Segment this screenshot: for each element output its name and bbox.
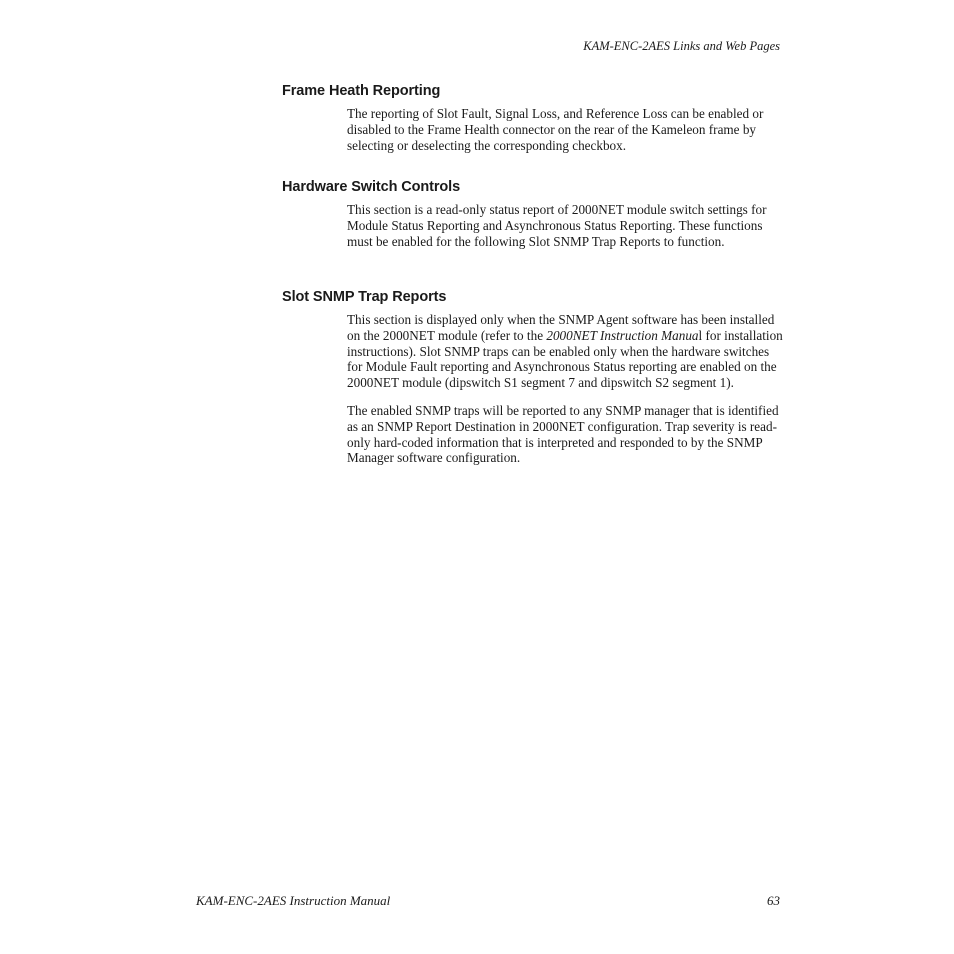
paragraph-text: l for installation instructions). Slot SNMP traps can be enabled only when the hardware switches for Module Fault reporting and Asynchronous Status reporting are enabled on the 2000NET module (dipswitch S1 segment 7 and dipswitch S2 segment 1). bbox=[347, 327, 783, 391]
running-header: KAM-ENC-2AES Links and Web Pages bbox=[583, 39, 780, 53]
section-heading: Slot SNMP Trap Reports bbox=[282, 289, 447, 305]
section-slot-snmp-trap-reports bbox=[282, 288, 782, 466]
section-hardware-switch-controls bbox=[282, 178, 782, 249]
paragraph-text: This section is displayed only when the SNMP Agent software has been installed on the 2000NET module (refer to the bbox=[347, 312, 775, 343]
section-paragraph: The enabled SNMP traps will be reported to any SNMP manager that is identified as an SNMP Report Destination in 2000NET configuration. Trap severity is read-only hard-coded information that is interpreted and responded to by the SNMP Manager software configuration. bbox=[347, 402, 779, 466]
section-frame-health-reporting bbox=[282, 82, 782, 153]
section-paragraph: The reporting of Slot Fault, Signal Loss, and Reference Loss can be enabled or disabled to the Frame Health connector on the rear of the Kameleon frame by selecting or deselecting the corresponding checkbox. bbox=[347, 106, 764, 153]
footer-manual-title: KAM-ENC-2AES Instruction Manual bbox=[196, 893, 391, 908]
manual-reference: 2000NET Instruction Manua bbox=[546, 327, 699, 343]
section-paragraph: This section is a read-only status report of 2000NET module switch settings for Module Status Reporting and Asynchronous Status Reporting. These functions must be enabled for the following Slot SNMP Trap Reports to function. bbox=[347, 202, 767, 249]
footer-page-number: 63 bbox=[767, 893, 780, 908]
section-heading: Frame Heath Reporting bbox=[282, 83, 441, 99]
section-paragraph bbox=[347, 312, 783, 391]
section-heading: Hardware Switch Controls bbox=[282, 179, 461, 195]
